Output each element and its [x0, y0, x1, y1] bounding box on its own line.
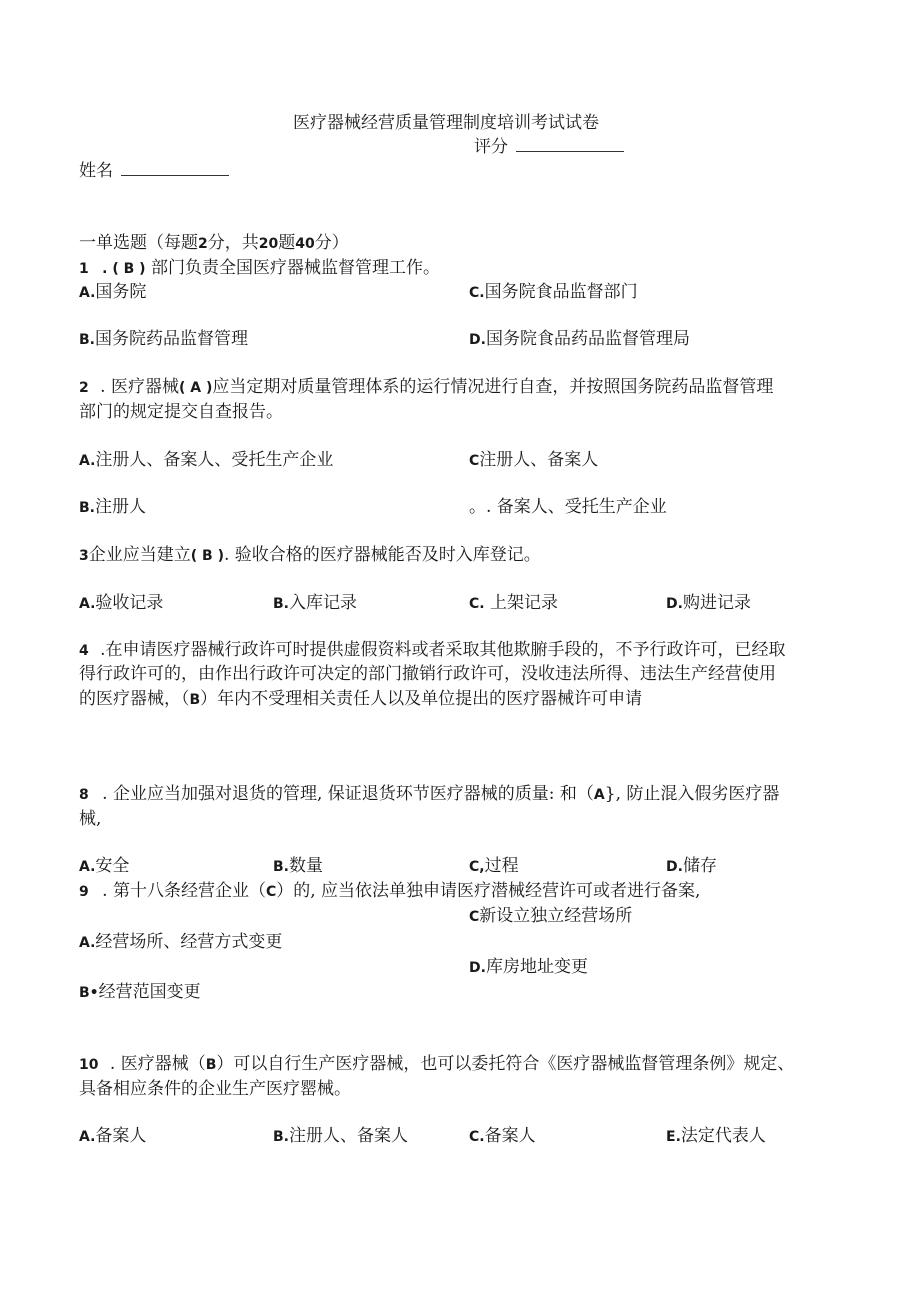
- option-d: [469, 327, 690, 352]
- question-number: 1: [79, 261, 89, 277]
- option-text: 数量: [289, 856, 323, 876]
- option-key: B.: [273, 859, 289, 875]
- option-text: 。. 备案人、受托生产企业: [469, 497, 667, 517]
- option-key: B.: [79, 500, 95, 516]
- option-text: 国务院: [95, 282, 147, 302]
- option-key: D.: [469, 332, 486, 348]
- option-key: A.: [79, 1129, 96, 1145]
- option-key: A.: [79, 285, 96, 301]
- option-text: 注册人、备案人、受托生产企业: [95, 450, 334, 470]
- option-b: [79, 495, 146, 520]
- option-text: 国务院食品监督部门: [484, 282, 638, 302]
- question-text: .在申请医疗器械行政许可时提供虚假资料或者采取其他欺腑手段的，不予行政许可，已经取: [100, 640, 786, 660]
- option-text: 注册人、备案人: [479, 450, 599, 470]
- question-text: }, 防止混入假劣医疗器: [604, 784, 780, 804]
- option-c: [469, 448, 598, 473]
- option-b: [79, 327, 248, 352]
- option-c: [469, 854, 519, 879]
- option-d: [469, 495, 667, 520]
- question-text: . 医疗器械: [100, 377, 179, 397]
- section-title: [79, 231, 349, 256]
- section-title-text: 分）: [314, 233, 349, 253]
- option-key: E.: [666, 1129, 681, 1145]
- option-text: 库房地址变更: [485, 957, 588, 977]
- question-number: 10: [79, 1057, 99, 1073]
- section-title-text: 分，共: [207, 233, 259, 253]
- option-a: [79, 1124, 146, 1149]
- question-number: 9: [79, 884, 89, 900]
- question-4: [79, 638, 786, 663]
- question-answer: . ( B ): [102, 261, 146, 277]
- page-title: 医疗器械经营质量管理制度培训考试试卷: [293, 113, 599, 133]
- question-8: [79, 782, 779, 807]
- option-text: 上架记录: [484, 593, 558, 613]
- option-text: 验收记录: [95, 593, 164, 613]
- question-answer: B: [205, 1057, 217, 1073]
- option-key: C,: [469, 859, 485, 875]
- option-text: 法定代表人: [680, 1126, 766, 1146]
- question-10-line-2: 具备相应条件的企业生产医疗罂械。: [79, 1079, 351, 1099]
- question-10: [79, 1052, 794, 1077]
- option-b: [79, 980, 201, 1005]
- question-number: 3: [79, 548, 89, 564]
- score-field: [474, 135, 624, 159]
- section-title-text: 一单选题（每题: [79, 233, 198, 253]
- question-text: . 医疗器械（: [109, 1054, 206, 1074]
- option-text: 备案人: [95, 1126, 147, 1146]
- option-text: 国务院食品药品监督管理局: [485, 329, 690, 349]
- option-key: C.: [469, 285, 485, 301]
- option-key: B.: [79, 332, 95, 348]
- option-key: A.: [79, 935, 96, 951]
- option-text: 安全: [95, 856, 130, 876]
- option-text: 新设立独立经营场所: [479, 906, 633, 926]
- option-text: 经营范国变更: [98, 982, 201, 1002]
- option-a: [79, 591, 163, 616]
- question-9: [79, 879, 700, 904]
- option-key: A.: [79, 453, 96, 469]
- question-text: . 验收合格的医疗器械能否及时入库登记。: [223, 545, 541, 565]
- option-key: B.: [273, 596, 289, 612]
- option-key: D.: [469, 960, 486, 976]
- question-answer: ( A ): [178, 380, 213, 396]
- question-number: 8: [79, 787, 89, 803]
- question-text: ）的, 应当依法单独申请医疗潜械经营许可或者进行备案,: [276, 881, 701, 901]
- option-text: 国务院药品监督管理: [95, 329, 248, 349]
- option-a: [79, 930, 282, 955]
- question-answer: C: [265, 884, 277, 900]
- option-key: B•: [79, 985, 99, 1001]
- option-a: [79, 448, 333, 473]
- score-label: 评分: [474, 137, 508, 157]
- question-8-line-2: 械,: [79, 809, 102, 829]
- option-e: [666, 1124, 766, 1149]
- question-text: . 第十八条经营企业（: [102, 881, 266, 901]
- section-title-text: 题: [278, 233, 296, 253]
- option-text: 注册人: [95, 497, 146, 517]
- option-c: [469, 904, 632, 929]
- option-key: D.: [666, 859, 683, 875]
- option-d: [666, 591, 751, 616]
- option-a: [79, 854, 129, 879]
- option-key: D.: [666, 596, 683, 612]
- question-text: 部门负责全国医疗器械监督管理工作。: [150, 258, 440, 278]
- option-key: B.: [273, 1129, 289, 1145]
- question-text: ）年内不受理相关责任人以及单位提出的医疗器械许可申请: [200, 689, 643, 709]
- question-answer: B: [189, 692, 201, 708]
- option-text: 备案人: [484, 1126, 536, 1146]
- score-blank[interactable]: [516, 137, 624, 152]
- option-a: [79, 280, 146, 305]
- option-b: [273, 854, 323, 879]
- question-text: . 企业应当加强对退货的管理, 保证退货环节医疗器械的质量: 和（: [102, 784, 594, 804]
- option-text: 注册人、备案人: [289, 1126, 408, 1146]
- question-1: [79, 256, 440, 281]
- question-answer: ( B ): [190, 548, 224, 564]
- option-text: 购进记录: [682, 593, 751, 613]
- option-text: 储存: [682, 856, 717, 876]
- name-blank[interactable]: [121, 161, 229, 176]
- option-key: C: [469, 453, 480, 469]
- option-key: C.: [469, 1129, 485, 1145]
- question-answer: A: [593, 787, 605, 803]
- question-text: 应当定期对质量管理体系的运行情况进行自查，并按照国务院药品监督管理: [212, 377, 774, 397]
- option-text: 经营场所、经营方式变更: [95, 932, 283, 952]
- option-d: [666, 854, 717, 879]
- option-c: [469, 280, 638, 305]
- question-2: [79, 375, 773, 400]
- option-b: [273, 1124, 408, 1149]
- question-3: [79, 543, 541, 568]
- section-question-count: 20: [258, 236, 279, 252]
- question-number: 4: [79, 643, 89, 659]
- option-c: [469, 1124, 536, 1149]
- option-key: C.: [469, 596, 485, 612]
- question-text: 的医疗器械，（: [79, 689, 190, 709]
- name-label: 姓名: [79, 161, 113, 181]
- question-number: 2: [79, 380, 89, 396]
- section-points-each: 2: [198, 236, 208, 252]
- question-4-line-2: 得行政许可的，由作出行政许可决定的部门撤销行政许可，没收违法所得、违法生产经营使用: [79, 664, 776, 684]
- question-text: ）可以自行生产医疗器械，也可以委托符合《医疗器械监督管理条例》规定、: [216, 1054, 795, 1074]
- option-key: C: [469, 909, 480, 925]
- option-c: [469, 591, 558, 616]
- option-d: [469, 955, 588, 980]
- section-total-points: 40: [295, 236, 315, 252]
- option-key: A.: [79, 596, 96, 612]
- option-text: 过程: [484, 856, 519, 876]
- question-4-line-3: [79, 687, 642, 712]
- option-key: A.: [79, 859, 96, 875]
- option-b: [273, 591, 357, 616]
- name-field: [79, 159, 229, 183]
- question-text: 企业应当建立: [88, 545, 191, 565]
- option-text: 入库记录: [289, 593, 357, 613]
- question-2-line-2: 部门的规定提交自查报告。: [79, 402, 283, 422]
